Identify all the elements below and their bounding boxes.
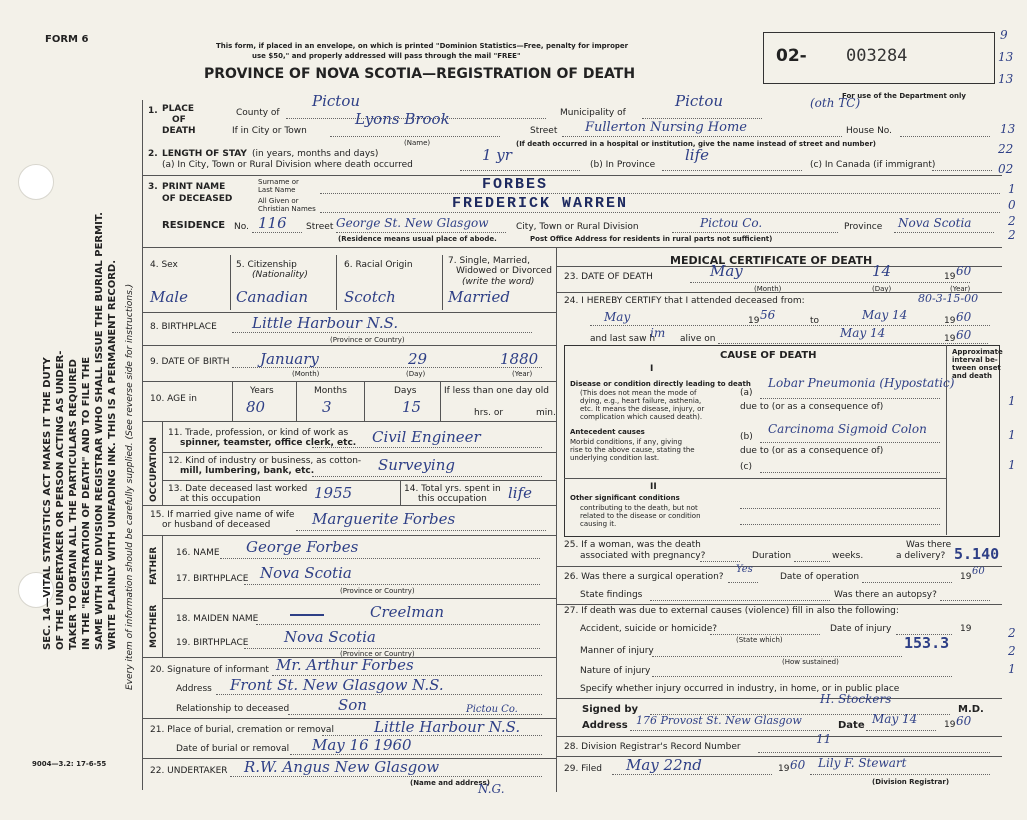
attended-code: 80-3-15-00 <box>918 292 979 305</box>
attended-from-year: 56 <box>760 308 776 322</box>
trade-label-1: 11. Trade, profession, or kind of work as <box>168 428 349 438</box>
death-year-caption: (Year) <box>950 285 971 293</box>
residence-province-label: Province <box>844 222 883 232</box>
code-153: 153.3 <box>904 634 950 652</box>
city-town-value: Lyons Brook <box>355 110 450 128</box>
county-value: Pictou <box>312 92 361 110</box>
state-which-caption: (State which) <box>736 636 783 644</box>
spouse-label-1: 15. If married give name of wife <box>150 510 295 520</box>
nature-label: Nature of injury <box>580 666 651 676</box>
surname-value: FORBES <box>482 176 549 193</box>
municipality-label: Municipality of <box>560 108 626 118</box>
residence-street-value: George St. New Glasgow <box>336 216 489 230</box>
approx-1: Approximate <box>952 348 1003 356</box>
margin-code-8: 0 <box>1008 198 1016 212</box>
antecedent-2: Morbid conditions, if any, giving <box>570 438 683 446</box>
pregnancy-label-1: 25. If a woman, was the death <box>564 540 701 550</box>
disease-3: dying, e.g., heart failure, asthenia, <box>580 397 702 405</box>
sec-instruction-2: OF THE UNDERTAKER OR PERSON ACTING AS UNDER- <box>55 350 66 650</box>
surname-label-2: Last Name <box>258 186 296 194</box>
surgical-op-label: 26. Was there a surgical operation? <box>564 572 724 582</box>
marital-label-2: Widowed or Divorced <box>456 266 552 276</box>
surgical-op-value: Yes <box>736 564 753 575</box>
birthplace-value: Little Harbour N.S. <box>252 314 399 332</box>
institution-value: Fullerton Nursing Home <box>585 120 747 135</box>
s2-number: 2. <box>148 149 158 159</box>
s1-label-of: OF <box>172 115 186 125</box>
margin-code-9: 2 <box>1008 214 1016 228</box>
house-number-label: House No. <box>846 126 893 136</box>
alive-on-label: alive on <box>680 334 716 344</box>
father-name-label: 16. NAME <box>176 548 220 558</box>
surname-label-1: Surname or <box>258 178 299 186</box>
specify-label: Specify whether injury occurred in industry, in home, or in public place <box>580 684 900 694</box>
stay-c-label: (c) In Canada (if immigrant) <box>810 160 936 170</box>
occupation-side-label: OCCUPATION <box>149 437 159 502</box>
s1-label-place: PLACE <box>162 104 195 114</box>
age-days-value: 15 <box>402 398 422 416</box>
death-day-caption: (Day) <box>872 285 892 293</box>
md-label: M.D. <box>958 704 984 715</box>
margin-code-15: 2 <box>1008 644 1016 658</box>
date-of-death-label: 23. DATE OF DEATH <box>564 272 653 282</box>
industry-value: Surveying <box>378 456 455 474</box>
given-label-2: Christian Names <box>258 205 316 213</box>
county-label: County of <box>236 108 280 118</box>
margin-code-14: 2 <box>1008 626 1016 640</box>
age-months-value: 3 <box>322 398 332 416</box>
sec-instruction-1: SEC. 14—VITAL STATISTICS ACT MAKES IT THE DUTY <box>42 357 53 650</box>
department-note: For use of the Department only <box>842 92 966 100</box>
rule-after-residence <box>142 247 1002 248</box>
approx-3: tween onset <box>952 364 1001 372</box>
undertaker-label: 22. UNDERTAKER <box>150 766 228 776</box>
stay-b-value: life <box>685 146 710 164</box>
last-worked-label-2: at this occupation <box>180 494 261 504</box>
last-worked-value: 1955 <box>314 484 353 502</box>
citizenship-sub: (Nationality) <box>252 270 308 280</box>
antecedent-3: rise to the above cause, stating the <box>570 446 695 454</box>
spouse-value: Marguerite Forbes <box>312 510 456 528</box>
father-birthplace-label: 17. BIRTHPLACE <box>176 574 249 584</box>
how-sustained-caption: (How sustained) <box>782 658 839 666</box>
other-4: causing it. <box>580 520 617 528</box>
informant-address-label: Address <box>176 684 212 694</box>
birthplace-caption: (Province or Country) <box>330 336 405 344</box>
med-address-label: Address <box>582 720 628 731</box>
burial-date-value: May 16 1960 <box>312 736 412 754</box>
margin-code-12: 1 <box>1008 428 1016 442</box>
mid-divider <box>556 247 557 792</box>
father-birthplace-value: Nova Scotia <box>260 564 352 582</box>
residence-city-label: City, Town or Rural Division <box>516 222 639 232</box>
cause-b-marker: (b) <box>740 432 753 442</box>
margin-code-7: 1 <box>1008 182 1016 196</box>
due-to-1: due to (or as a consequence of) <box>740 402 884 412</box>
approx-2: interval be- <box>952 356 998 364</box>
informant-address-value: Front St. New Glasgow N.S. <box>230 676 444 694</box>
med-19: 19 <box>944 720 956 730</box>
mail-note-2: use $50," and properly addressed will pass through the mail "FREE" <box>252 52 521 60</box>
informant-label: 20. Signature of informant <box>150 665 269 675</box>
undertaker-note: N.G. <box>478 782 505 796</box>
was-there-1: Was there <box>906 540 952 550</box>
stay-a-value: 1 yr <box>482 146 512 164</box>
weeks-label: weeks. <box>832 551 864 561</box>
date-of-injury-label: Date of injury <box>830 624 892 634</box>
of-deceased-label: OF DECEASED <box>162 194 233 204</box>
s1-number: 1. <box>148 106 158 116</box>
antecedent-4: underlying condition last. <box>570 454 660 462</box>
margin-code-13: 1 <box>1008 458 1016 472</box>
attended-to-year: 60 <box>956 310 972 324</box>
dob-month-value: January <box>260 350 319 368</box>
margin-code-3: 13 <box>998 72 1014 86</box>
death-19: 19 <box>944 272 956 282</box>
age-label: 10. AGE in <box>150 394 197 404</box>
date-of-operation-label: Date of operation <box>780 572 860 582</box>
marital-label-3: (write the word) <box>462 277 535 287</box>
spouse-label-2: or husband of deceased <box>162 520 271 530</box>
cause-title: CAUSE OF DEATH <box>720 350 817 361</box>
record-number-label: 28. Division Registrar's Record Number <box>564 742 741 752</box>
total-years-value: life <box>508 484 533 502</box>
filed-19: 19 <box>778 764 790 774</box>
approx-4: and death <box>952 372 992 380</box>
total-years-label-2: this occupation <box>418 494 487 504</box>
death-month-caption: (Month) <box>754 285 782 293</box>
hrs-label: hrs. or <box>474 408 504 418</box>
residence-note-2: Post Office Address for residents in rural parts not sufficient) <box>530 235 773 243</box>
margin-code-6: 02 <box>998 162 1014 176</box>
age-years-header: Years <box>250 386 274 396</box>
med-date-value: May 14 <box>872 712 918 726</box>
signed-by-value: H. Stockers <box>820 692 892 706</box>
external-causes-label: 27. If death was due to external causes (violence) fill in also the following: <box>564 606 899 616</box>
residence-street-label: Street <box>306 222 334 232</box>
med-date-label: Date <box>838 720 865 731</box>
citizenship-label: 5. Citizenship <box>236 260 297 270</box>
filed-label: 29. Filed <box>564 764 602 774</box>
margin-code-2: 13 <box>998 50 1014 64</box>
form-number: FORM 6 <box>45 34 89 45</box>
birthplace-label: 8. BIRTHPLACE <box>150 322 217 332</box>
was-there-2: a delivery? <box>896 551 946 561</box>
disease-2: (This does not mean the mode of <box>580 389 697 397</box>
father-side-label: FATHER <box>149 546 159 585</box>
margin-code-4: 13 <box>1000 122 1016 136</box>
trade-label-2: spinner, teamster, office clerk, etc. <box>180 438 357 448</box>
frame-left <box>142 100 143 790</box>
last-saw-label: and last saw h <box>590 334 656 344</box>
age-months-header: Months <box>314 386 347 396</box>
attended-to-label: to <box>810 316 820 326</box>
certify-label: 24. I HEREBY CERTIFY that I attended deceased from: <box>564 296 805 306</box>
last-saw-suffix: im <box>650 326 666 340</box>
residence-province-value: Nova Scotia <box>898 216 972 230</box>
alive-year: 60 <box>956 328 972 342</box>
last-worked-label-1: 13. Date deceased last worked <box>168 484 308 494</box>
burial-place-note: Pictou Co. <box>466 704 518 715</box>
margin-code-11: 1 <box>1008 394 1016 408</box>
dob-year-value: 1880 <box>500 350 539 368</box>
disease-4: etc. It means the disease, injury, or <box>580 405 705 413</box>
mail-note-1: This form, if placed in an envelope, on which is printed "Dominion Statistics—Free, penalty for improper <box>216 42 629 50</box>
other-3: related to the disease or condition <box>580 512 701 520</box>
undertaker-caption: (Name and address) <box>410 779 490 787</box>
signed-by-label: Signed by <box>582 704 639 715</box>
other-1: Other significant conditions <box>570 494 680 502</box>
min-label: min. <box>536 408 556 418</box>
autopsy-label: Was there an autopsy? <box>834 590 937 600</box>
registration-number: 003284 <box>846 46 908 66</box>
marital-value: Married <box>448 288 510 306</box>
op-19: 19 <box>960 572 972 582</box>
racial-origin-value: Scotch <box>344 288 396 306</box>
roman-two: II <box>650 482 657 492</box>
residence-label: RESIDENCE <box>162 220 226 231</box>
sec-instruction-3: TAKER TO OBTAIN ALL THE PARTICULARS REQUIRED <box>68 359 79 650</box>
cause-b-value: Carcinoma Sigmoid Colon <box>768 422 927 436</box>
informant-value: Mr. Arthur Forbes <box>276 656 414 674</box>
state-findings-label: State findings <box>580 590 643 600</box>
roman-one: I <box>650 364 654 374</box>
industry-label-2: mill, lumbering, bank, etc. <box>180 466 315 476</box>
given-label-1: All Given or <box>258 197 299 205</box>
op-year: 60 <box>972 566 985 577</box>
disease-1: Disease or condition directly leading to death <box>570 380 751 388</box>
street-label: Street <box>530 126 558 136</box>
dob-day-value: 29 <box>408 350 428 368</box>
dob-month-caption: (Month) <box>292 370 320 378</box>
dob-day-caption: (Day) <box>406 370 426 378</box>
mother-birthplace-label: 19. BIRTHPLACE <box>176 638 249 648</box>
death-day-value: 14 <box>872 262 892 280</box>
s1-label-death: DEATH <box>162 126 196 136</box>
municipality-note: (oth TC) <box>810 96 861 110</box>
sec-instruction-4: IN THE "REGISTRATION OF DEATH" AND TO FILE THE <box>81 356 92 650</box>
injury-19: 19 <box>960 624 972 634</box>
mother-maiden-value: Creelman <box>370 603 445 621</box>
other-2: contributing to the death, but not <box>580 504 698 512</box>
accident-label: Accident, suicide or homicide? <box>580 624 718 634</box>
residence-no-label: No. <box>234 222 249 232</box>
form-title: PROVINCE OF NOVA SCOTIA—REGISTRATION OF DEATH <box>204 66 636 82</box>
residence-city-value: Pictou Co. <box>700 216 763 230</box>
mother-birthplace-value: Nova Scotia <box>284 628 376 646</box>
industry-label-1: 12. Kind of industry or business, as cotton- <box>168 456 362 466</box>
antecedent-1: Antecedent causes <box>570 428 645 436</box>
form-code: 9004—3.2: 17-6-55 <box>32 760 107 768</box>
alive-on-value: May 14 <box>840 326 886 340</box>
mother-birthplace-caption: (Province or Country) <box>340 650 415 658</box>
margin-code-16: 1 <box>1008 662 1016 676</box>
age-years-value: 80 <box>246 398 266 416</box>
relationship-value: Son <box>338 696 367 714</box>
attended-19a: 19 <box>748 316 760 326</box>
cause-a-value: Lobar Pneumonia (Hypostatic) <box>768 376 955 390</box>
death-month-value: May <box>710 262 743 280</box>
length-of-stay-label: LENGTH OF STAY <box>162 149 247 159</box>
citizenship-value: Canadian <box>236 288 309 306</box>
death-year-value: 60 <box>956 264 972 278</box>
stay-b-label: (b) In Province <box>590 160 656 170</box>
med-year: 60 <box>956 714 972 728</box>
city-town-label: If in City or Town <box>232 126 307 136</box>
rule-after-stay <box>142 175 1002 176</box>
marital-label-1: 7. Single, Married, <box>448 256 530 266</box>
given-names-value: FREDERICK WARREN <box>452 195 629 212</box>
medical-certificate-title: MEDICAL CERTIFICATE OF DEATH <box>670 254 873 267</box>
s3-number: 3. <box>148 182 158 192</box>
burial-place-label: 21. Place of burial, cremation or removal <box>150 725 334 735</box>
name-caption: (Name) <box>404 139 431 147</box>
dob-label: 9. DATE OF BIRTH <box>150 357 230 367</box>
municipality-value: Pictou <box>675 92 724 110</box>
residence-no-value: 116 <box>258 214 287 232</box>
burial-date-label: Date of burial or removal <box>176 744 290 754</box>
mother-side-label: MOTHER <box>149 604 159 648</box>
med-address-value: 176 Provost St. New Glasgow <box>636 714 802 727</box>
record-number-value: 11 <box>816 732 832 746</box>
pregnancy-label-2: associated with pregnancy? <box>580 551 706 561</box>
sex-value: Male <box>150 288 188 306</box>
dob-year-caption: (Year) <box>512 370 533 378</box>
division-registrar-caption: (Division Registrar) <box>872 778 950 786</box>
father-name-value: George Forbes <box>246 538 359 556</box>
delivery-code: 5.140 <box>954 545 1000 563</box>
total-years-label-1: 14. Total yrs. spent in <box>404 484 501 494</box>
print-name-label: PRINT NAME <box>162 182 226 192</box>
registration-prefix: 02- <box>776 46 807 66</box>
less-than-day-label: If less than one day old <box>444 386 550 396</box>
punch-hole-top <box>18 164 54 200</box>
attended-19b: 19 <box>944 316 956 326</box>
racial-origin-label: 6. Racial Origin <box>344 260 413 270</box>
duration-label: Duration <box>752 551 792 561</box>
father-birthplace-caption: (Province or Country) <box>340 587 415 595</box>
due-to-2: due to (or as a consequence of) <box>740 446 884 456</box>
stay-a-label: (a) In City, Town or Rural Division where death occurred <box>162 160 413 170</box>
margin-code-10: 2 <box>1008 228 1016 242</box>
burial-place-value: Little Harbour N.S. <box>374 718 521 736</box>
cause-c-marker: (c) <box>740 462 752 472</box>
undertaker-value: R.W. Angus New Glasgow <box>244 758 440 776</box>
alive-19: 19 <box>944 334 956 344</box>
disease-5: complication which caused death). <box>580 413 703 421</box>
sex-label: 4. Sex <box>150 260 178 270</box>
manner-label: Manner of injury <box>580 646 654 656</box>
filed-year: 60 <box>790 758 806 772</box>
mother-maiden-label: 18. MAIDEN NAME <box>176 614 259 624</box>
attended-from-month: May <box>604 310 631 324</box>
sec-instruction-5: SAME WITH THE DIVISION REGISTRAR WHO SHALL ISSUE THE BURIAL PERMIT. <box>94 212 105 650</box>
residence-note-1: (Residence means usual place of abode. <box>338 235 497 243</box>
age-days-header: Days <box>394 386 417 396</box>
relationship-label: Relationship to deceased <box>176 704 290 714</box>
hospital-note: (If death occurred in a hospital or institution, give the name instead of street and number) <box>516 140 876 148</box>
registrar-signature: Lily F. Stewart <box>818 756 907 770</box>
sec-instruction-6: WRITE PLAINLY WITH UNFADING INK. THIS IS A PERMANENT RECORD. <box>107 260 118 650</box>
attended-to: May 14 <box>862 308 908 322</box>
sec-instruction-7: Every item of information should be carefully supplied. (See reverse side for instructions.) <box>125 283 135 690</box>
stay-units: (in years, months and days) <box>252 149 379 159</box>
margin-code-1: 9 <box>1000 28 1008 42</box>
trade-value: Civil Engineer <box>372 428 481 446</box>
margin-code-5: 22 <box>998 142 1014 156</box>
cause-a-marker: (a) <box>740 388 753 398</box>
filed-value: May 22nd <box>626 756 702 774</box>
